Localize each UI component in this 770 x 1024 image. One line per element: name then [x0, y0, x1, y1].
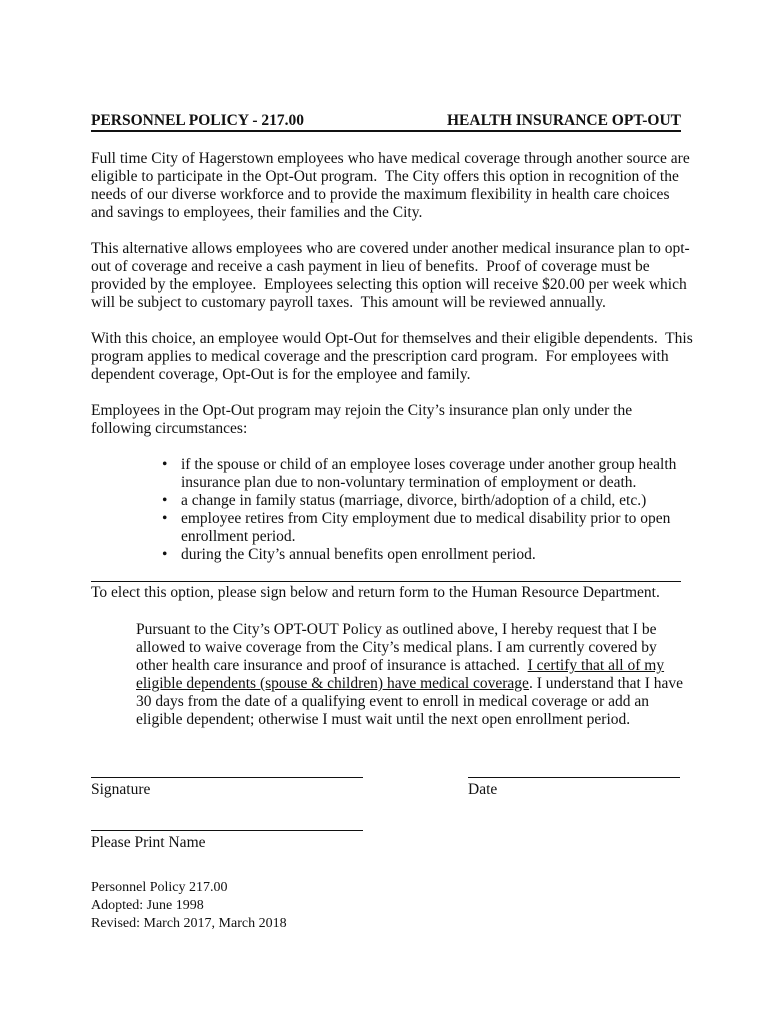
- request-text: . I understand that I have: [528, 675, 684, 692]
- opt-out-request-statement: [136, 621, 683, 729]
- paragraph-line: dependent coverage, Opt-Out is for the employee and family.: [91, 366, 471, 383]
- request-line: 30 days from the date of a qualifying event to enroll in medical coverage or add an: [136, 693, 650, 710]
- bullet-icon: •: [162, 510, 168, 527]
- policy-number-heading: PERSONNEL POLICY - 217.00: [91, 112, 305, 129]
- paragraph-line: will be subject to customary payroll taxes. This amount will be reviewed annually.: [91, 294, 606, 311]
- paragraph-line: eligible to participate in the Opt-Out program. The City offers this option in recognition of the: [91, 168, 679, 185]
- request-line: eligible dependent; otherwise I must wait until the next open enrollment period.: [136, 711, 631, 728]
- bullet-line: employee retires from City employment due to medical disability prior to open: [181, 510, 671, 527]
- section-divider: [91, 581, 681, 582]
- date-label: Date: [468, 781, 498, 798]
- signature-line[interactable]: [91, 777, 363, 778]
- paragraph-line: out of coverage and receive a cash payment in lieu of benefits. Proof of coverage must be: [91, 258, 650, 275]
- bullet-line: during the City’s annual benefits open enrollment period.: [181, 546, 536, 563]
- bullet-line: enrollment period.: [181, 528, 296, 545]
- bullet-item: [181, 510, 670, 546]
- paragraph-line: needs of our diverse workforce and to provide the maximum flexibility in health care choices: [91, 186, 670, 203]
- policy-title-heading: HEALTH INSURANCE OPT-OUT: [447, 112, 681, 129]
- footer: [91, 879, 287, 933]
- footer-policy: Personnel Policy 217.00: [91, 880, 228, 895]
- bullet-item: [181, 456, 676, 492]
- request-line: [136, 675, 683, 693]
- certification-text: eligible dependents (spouse & children) have medical coverage: [136, 675, 529, 692]
- bullet-icon: •: [162, 492, 168, 509]
- request-line: Pursuant to the City’s OPT-OUT Policy as outlined above, I hereby request that I be: [136, 621, 657, 638]
- paragraph-line: and savings to employees, their families and the City.: [91, 204, 423, 221]
- header-rule: [91, 130, 681, 132]
- policy-paragraph: [91, 150, 690, 222]
- print-name-line[interactable]: [91, 830, 363, 831]
- paragraph-line: Employees in the Opt-Out program may rejoin the City’s insurance plan only under the: [91, 402, 633, 419]
- paragraph-line: provided by the employee. Employees selecting this option will receive $20.00 per week which: [91, 276, 687, 293]
- policy-paragraph: [91, 330, 693, 384]
- bullet-icon: •: [162, 456, 168, 473]
- certification-text: I certify that all of my: [527, 657, 665, 674]
- bullet-icon: •: [162, 546, 168, 563]
- signature-label: Signature: [91, 781, 151, 798]
- request-line: [136, 657, 683, 675]
- request-line: allowed to waive coverage from the City’s medical plans. I am currently covered by: [136, 639, 657, 656]
- policy-paragraph: [91, 402, 632, 438]
- request-text: other health care insurance and proof of insurance is attached.: [136, 657, 528, 674]
- bullet-line: insurance plan due to non-voluntary termination of employment or death.: [181, 474, 637, 491]
- print-name-label: Please Print Name: [91, 834, 206, 851]
- footer-revised: Revised: March 2017, March 2018: [91, 916, 287, 931]
- paragraph-line: This alternative allows employees who are covered under another medical insurance plan to opt-: [91, 240, 690, 257]
- policy-paragraph: [91, 240, 690, 312]
- footer-adopted: Adopted: June 1998: [91, 898, 204, 913]
- bullet-item: [181, 492, 646, 510]
- date-line[interactable]: [468, 777, 680, 778]
- paragraph-line: program applies to medical coverage and the prescription card program. For employees with: [91, 348, 669, 365]
- bullet-item: [181, 546, 536, 564]
- elect-instruction: To elect this option, please sign below and return form to the Human Resource Department.: [91, 584, 660, 601]
- paragraph-line: following circumstances:: [91, 420, 248, 437]
- bullet-line: if the spouse or child of an employee loses coverage under another group health: [181, 456, 677, 473]
- paragraph-line: With this choice, an employee would Opt-Out for themselves and their eligible dependents. This: [91, 330, 693, 347]
- paragraph-line: Full time City of Hagerstown employees who have medical coverage through another source are: [91, 150, 690, 167]
- bullet-line: a change in family status (marriage, divorce, birth/adoption of a child, etc.): [181, 492, 647, 509]
